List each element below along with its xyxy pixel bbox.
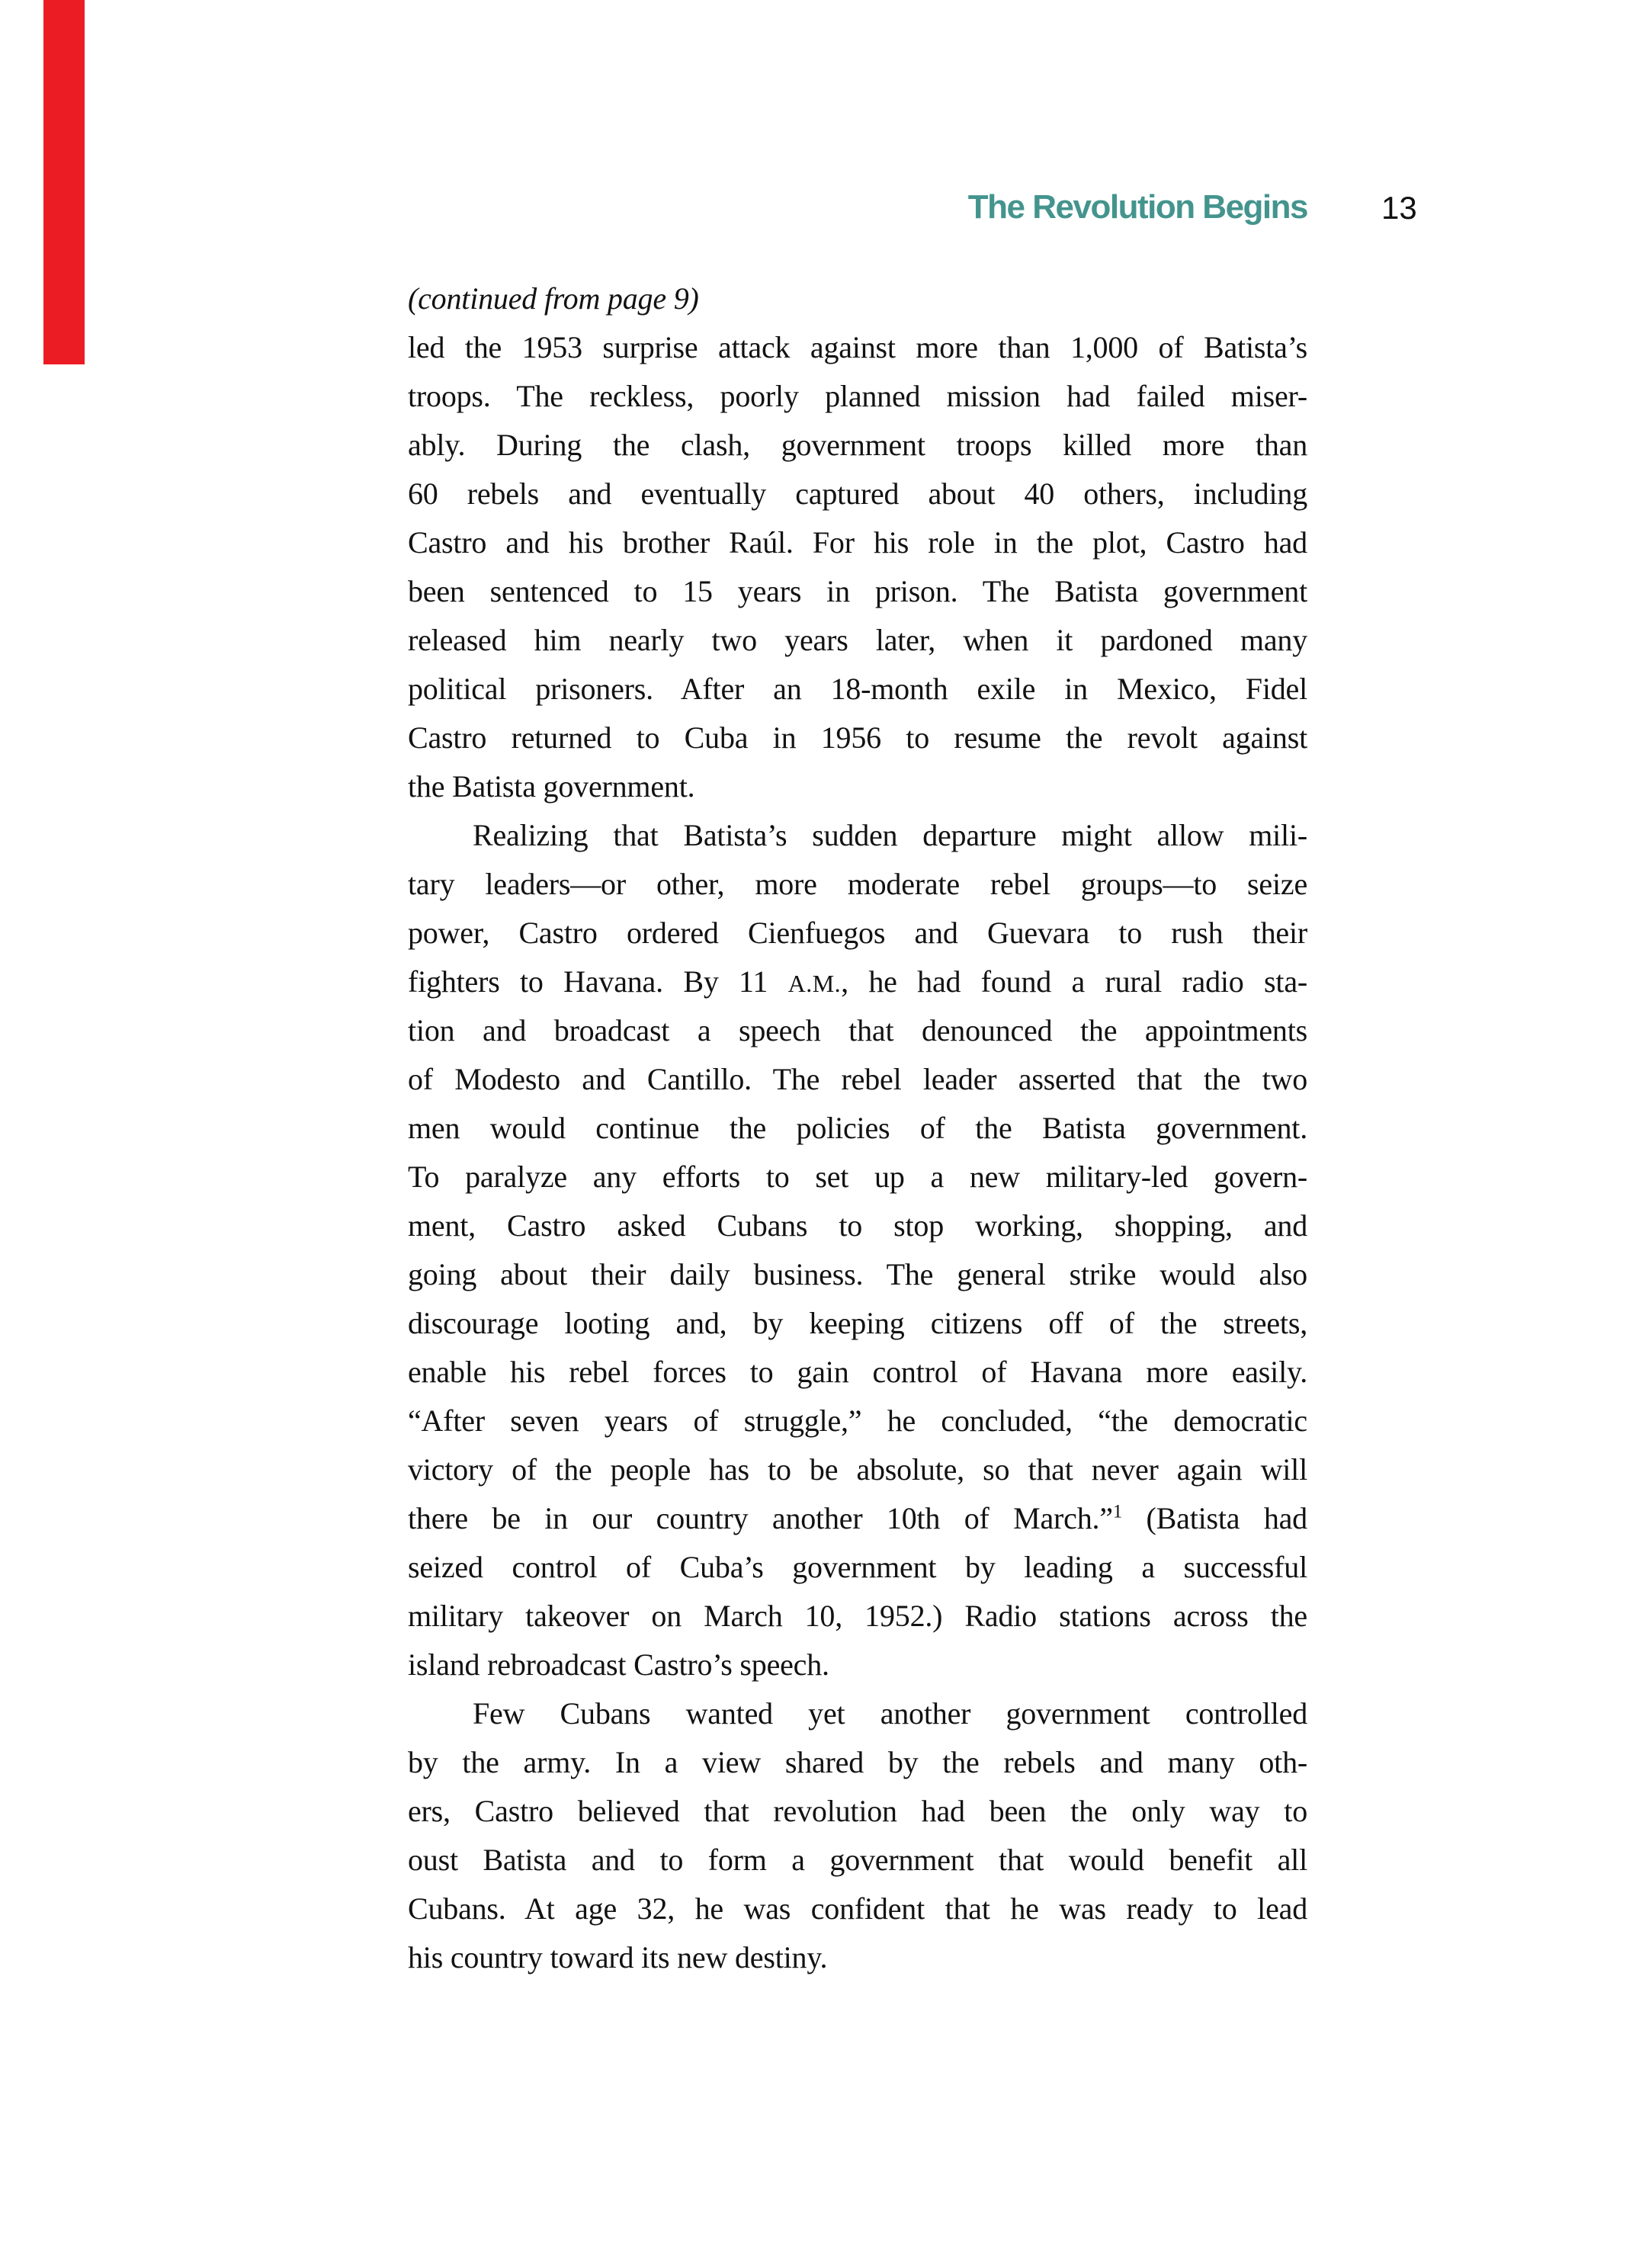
running-head-title: The Revolution Begins [967, 188, 1307, 226]
text-line: ably. During the clash, government troops killed more than [408, 428, 1307, 462]
text-line: discourage looting and, by keeping citizens off of the streets, [408, 1306, 1307, 1340]
text-line: victory of the people has to be absolute, so that never again will [408, 1452, 1307, 1487]
text-line: Few Cubans wanted yet another government controlled [473, 1696, 1307, 1731]
text-line: military takeover on March 10, 1952.) Radio stations across the [408, 1599, 1307, 1633]
text-line: there be in our country another 10th of March.”$^1$ (Batista had [408, 1501, 1307, 1535]
text-line: Castro returned to Cuba in 1956 to resume the revolt against [408, 720, 1307, 755]
text-line: tary leaders—or other, more moderate rebel groups—to seize [408, 867, 1307, 901]
text-line: 60 rebels and eventually captured about 40 others, including [408, 476, 1307, 511]
text-line: political prisoners. After an 18-month exile in Mexico, Fidel [408, 672, 1307, 706]
text-line: his country toward its new destiny. [408, 1940, 828, 1974]
text-line: troops. The reckless, poorly planned mission had failed miser- [408, 379, 1307, 413]
text-line: going about their daily business. The general strike would also [408, 1257, 1307, 1291]
text-line: led the 1953 surprise attack against more than 1,000 of Batista’s [408, 330, 1307, 364]
text-line: tion and broadcast a speech that denounced the appointments [408, 1013, 1307, 1047]
text-line: (continued from page 9) [408, 281, 699, 316]
text-line: Realizing that Batista’s sudden departure might allow mili- [473, 818, 1307, 852]
text-line: ment, Castro asked Cubans to stop working, shopping, and [408, 1208, 1307, 1243]
text-line: enable his rebel forces to gain control of Havana more easily. [408, 1355, 1307, 1389]
text-line: oust Batista and to form a government that would benefit all [408, 1843, 1307, 1877]
text-line: “After seven years of struggle,” he concluded, “the democratic [408, 1403, 1307, 1438]
text-line: Castro and his brother Raúl. For his role in the plot, Castro had [408, 525, 1307, 560]
text-line: fighters to Havana. By 11 A.M., he had found a rural radio sta- [408, 964, 1307, 999]
text-line: the Batista government. [408, 769, 695, 804]
text-line: ers, Castro believed that revolution had been the only way to [408, 1794, 1307, 1828]
text-line: been sentenced to 15 years in prison. The Batista government [408, 574, 1307, 608]
text-line: seized control of Cuba’s government by leading a successful [408, 1550, 1307, 1584]
text-line: island rebroadcast Castro’s speech. [408, 1647, 829, 1682]
text-line: Cubans. At age 32, he was confident that he was ready to lead [408, 1891, 1307, 1926]
text-line: of Modesto and Cantillo. The rebel leader asserted that the two [408, 1062, 1307, 1096]
body-text [408, 274, 1307, 1982]
text-line: released him nearly two years later, when it pardoned many [408, 623, 1307, 657]
text-line: by the army. In a view shared by the rebels and many oth- [408, 1745, 1307, 1779]
text-line: power, Castro ordered Cienfuegos and Guevara to rush their [408, 916, 1307, 950]
text-line: To paralyze any efforts to set up a new military-led govern- [408, 1160, 1307, 1194]
bookmark-bar [43, 0, 85, 364]
page-number: 13 [1381, 190, 1417, 226]
text-line: men would continue the policies of the Batista government. [408, 1111, 1307, 1145]
